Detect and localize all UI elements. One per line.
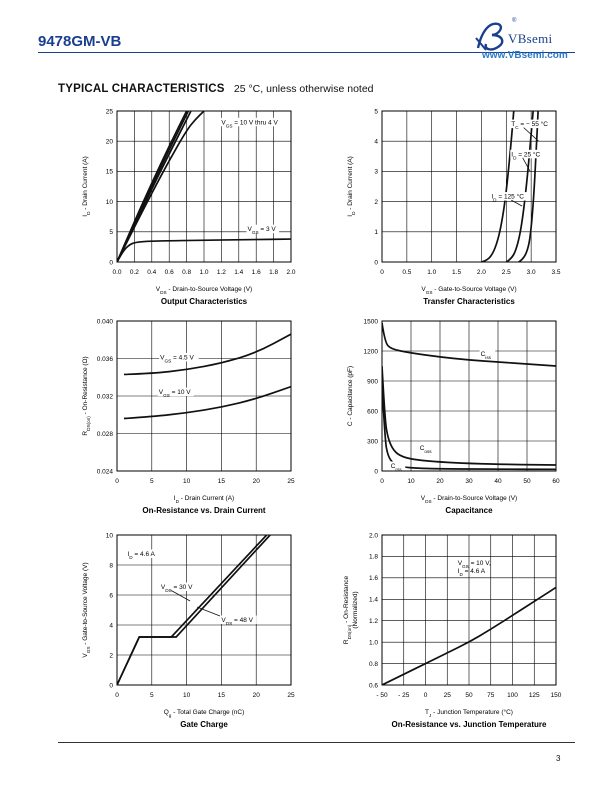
y-axis-label-unit: (Normalized) — [352, 591, 359, 629]
y-tick-label: 25 — [105, 108, 113, 116]
annotation: $V_{DS} = 30$ V — [160, 584, 193, 593]
chart-1 — [82, 108, 296, 306]
annotation: $V_{GS} = 3$ V — [247, 226, 276, 235]
y-tick-label: 4 — [109, 622, 113, 630]
y-tick-label: 1 — [374, 229, 378, 237]
x-tick-label: 25 — [287, 692, 295, 699]
y-tick-label: 2 — [374, 198, 378, 206]
x-axis-label: $V_{GS}$ - Gate-to-Source Voltage (V) — [421, 286, 517, 295]
series-line — [124, 334, 291, 374]
x-tick-label: 25 — [443, 692, 451, 699]
y-tick-label: 10 — [105, 532, 113, 540]
y-axis-label: C - Capacitance (pF) — [347, 365, 354, 427]
x-tick-label: - 50 — [376, 692, 388, 699]
annotation-leader — [171, 591, 190, 602]
y-tick-label: 900 — [367, 378, 378, 386]
annotation: $I_D = 4.6$ A — [127, 551, 155, 560]
chart-4 — [347, 318, 560, 515]
annotation: $V_{GS} = 10$ V — [158, 389, 191, 398]
y-tick-label: 5 — [109, 229, 113, 237]
chart-title: Transfer Characteristics — [423, 297, 515, 306]
y-tick-label: 2.0 — [368, 532, 378, 540]
x-tick-label: 0 — [380, 269, 384, 276]
annotation: $V_{GS} = 10$ V thru 4 V — [221, 119, 278, 128]
chart-3 — [82, 318, 295, 515]
y-tick-label: 0 — [109, 682, 113, 690]
x-tick-label: 2.0 — [286, 269, 296, 276]
y-tick-label: 0 — [374, 468, 378, 476]
section-condition: 25 °C, unless otherwise noted — [233, 83, 374, 95]
chart-title: On-Resistance vs. Drain Current — [142, 506, 266, 515]
x-tick-label: 150 — [550, 692, 562, 699]
y-tick-label: 6 — [109, 592, 113, 600]
x-tick-label: 0.8 — [182, 269, 192, 276]
annotation: $C_{iss}$ — [480, 351, 492, 360]
x-tick-label: 125 — [528, 692, 540, 699]
y-axis-label: $R_{DS(on)}$ - On-Resistance — [343, 575, 352, 645]
x-tick-label: 3.5 — [551, 269, 561, 276]
y-tick-label: 0.032 — [96, 393, 113, 401]
series-line — [519, 111, 538, 262]
x-tick-label: 10 — [407, 478, 415, 485]
x-tick-label: 2.5 — [501, 269, 511, 276]
y-tick-label: 20 — [105, 138, 113, 146]
y-tick-label: 1.8 — [368, 553, 378, 561]
x-tick-label: 5 — [149, 478, 154, 485]
chart-title: On-Resistance vs. Junction Temperature — [391, 720, 547, 729]
x-tick-label: 0 — [423, 692, 428, 699]
series-line — [117, 111, 204, 262]
y-tick-label: 0.8 — [368, 660, 378, 668]
x-tick-label: 15 — [217, 692, 226, 699]
x-tick-label: 10 — [182, 692, 191, 699]
x-tick-label: 75 — [487, 692, 495, 699]
x-axis-label: $V_{DS}$ - Drain-to-Source Voltage (V) — [420, 495, 518, 504]
y-tick-label: 0.040 — [96, 318, 113, 326]
annotation: $T_C$ = − 55 °C — [511, 121, 548, 130]
y-tick-label: 0.024 — [96, 468, 113, 476]
y-tick-label: 0.028 — [96, 430, 113, 438]
y-tick-label: 0 — [374, 259, 378, 267]
x-tick-label: 25 — [287, 478, 295, 485]
chart-title: Gate Charge — [180, 720, 228, 729]
y-axis-label: $R_{DS(on)}$ - On-Resistance (Ω) — [82, 356, 91, 436]
y-axis-label: $I_D$ - Drain Current (A) — [82, 156, 91, 217]
y-tick-label: 600 — [367, 408, 378, 416]
x-axis-label: $Q_g$ - Total Gate Charge (nC) — [163, 709, 245, 718]
y-tick-label: 1.6 — [368, 575, 378, 583]
y-tick-label: 10 — [105, 198, 113, 206]
x-tick-label: 0.6 — [164, 269, 174, 276]
x-tick-label: 0 — [380, 478, 384, 485]
x-tick-label: 20 — [252, 692, 260, 699]
x-tick-label: 0.0 — [112, 269, 122, 276]
part-number: 9478GM-VB — [38, 33, 122, 50]
chart-2 — [347, 108, 561, 306]
y-tick-label: 1500 — [363, 318, 378, 326]
x-tick-label: 0.5 — [402, 269, 412, 276]
annotation: $I_D = 25$ °C — [511, 151, 541, 160]
y-tick-label: 4 — [374, 138, 378, 146]
y-tick-label: 1.4 — [368, 596, 378, 604]
x-tick-label: 1.6 — [251, 269, 261, 276]
chart-5 — [82, 532, 295, 729]
x-tick-label: 10 — [182, 478, 191, 485]
series-line — [481, 111, 513, 262]
x-tick-label: 3.0 — [526, 269, 536, 276]
registered-mark: ® — [512, 18, 517, 24]
x-tick-label: 40 — [494, 478, 502, 485]
x-tick-label: 1.0 — [199, 269, 209, 276]
x-tick-label: 2.0 — [476, 269, 486, 276]
chart-6 — [343, 532, 612, 729]
x-tick-label: 1.8 — [269, 269, 279, 276]
x-tick-label: 60 — [552, 478, 560, 485]
y-tick-label: 1.0 — [368, 639, 378, 647]
x-tick-label: 1.5 — [452, 269, 462, 276]
x-tick-label: 100 — [507, 692, 518, 699]
section-title: TYPICAL CHARACTERISTICS — [58, 83, 225, 95]
page-number: 3 — [556, 754, 561, 763]
x-tick-label: 1.0 — [427, 269, 437, 276]
x-tick-label: 0.4 — [147, 269, 157, 276]
y-tick-label: 0 — [109, 259, 113, 267]
annotation: $V_{DS} = 48$ V — [221, 617, 253, 626]
x-axis-label: $I_D$ - Drain Current (A) — [173, 495, 235, 504]
x-tick-label: 20 — [436, 478, 444, 485]
x-tick-label: 1.4 — [234, 269, 244, 276]
x-tick-label: 0 — [115, 478, 119, 485]
footer-rule — [58, 742, 575, 743]
y-tick-label: 2 — [109, 652, 113, 660]
annotation: $C_{rss}$ — [390, 463, 402, 472]
y-axis-label: $V_{GS}$ - Gate-to-Source Voltage (V) — [82, 562, 91, 658]
x-tick-label: 50 — [523, 478, 531, 485]
x-tick-label: 1.2 — [216, 269, 226, 276]
y-tick-label: 300 — [367, 438, 378, 446]
x-tick-label: 50 — [465, 692, 473, 699]
x-tick-label: - 25 — [398, 692, 410, 699]
annotation: $C_{oss}$ — [419, 445, 432, 454]
y-tick-label: 1.2 — [368, 618, 378, 626]
x-tick-label: 0.2 — [129, 269, 139, 276]
y-axis-label: $I_D$ - Drain Current (A) — [347, 156, 356, 217]
y-tick-label: 0.6 — [368, 682, 378, 690]
annotation: $V_{GS} = 4.5$ V — [160, 354, 194, 363]
x-tick-label: 30 — [465, 478, 473, 485]
annotation: $V_{GS} = 10$ V, — [457, 560, 491, 569]
x-tick-label: 15 — [217, 478, 226, 485]
brand-name: VBsemi — [508, 31, 553, 46]
y-tick-label: 0.036 — [96, 355, 113, 363]
annotation: $I_D = 125$ °C — [491, 193, 524, 203]
series-line — [124, 387, 291, 419]
x-axis-label: $V_{DS}$ - Drain-to-Source Voltage (V) — [155, 286, 253, 295]
y-tick-label: 1200 — [363, 348, 378, 356]
y-tick-label: 3 — [374, 168, 378, 176]
chart-title: Capacitance — [445, 506, 493, 515]
y-tick-label: 5 — [374, 108, 378, 116]
annotation: $I_D = 4.6$ A — [457, 568, 486, 577]
x-tick-label: 5 — [149, 692, 154, 699]
x-axis-label: $T_J$ - Junction Temperature (°C) — [425, 709, 513, 718]
chart-title: Output Characteristics — [160, 297, 248, 306]
annotation-leader — [511, 200, 522, 206]
x-tick-label: 20 — [252, 478, 260, 485]
y-tick-label: 8 — [109, 562, 113, 570]
website-link[interactable]: www.VBsemi.com — [482, 50, 568, 61]
x-tick-label: 0 — [115, 692, 119, 699]
y-tick-label: 15 — [105, 168, 113, 176]
